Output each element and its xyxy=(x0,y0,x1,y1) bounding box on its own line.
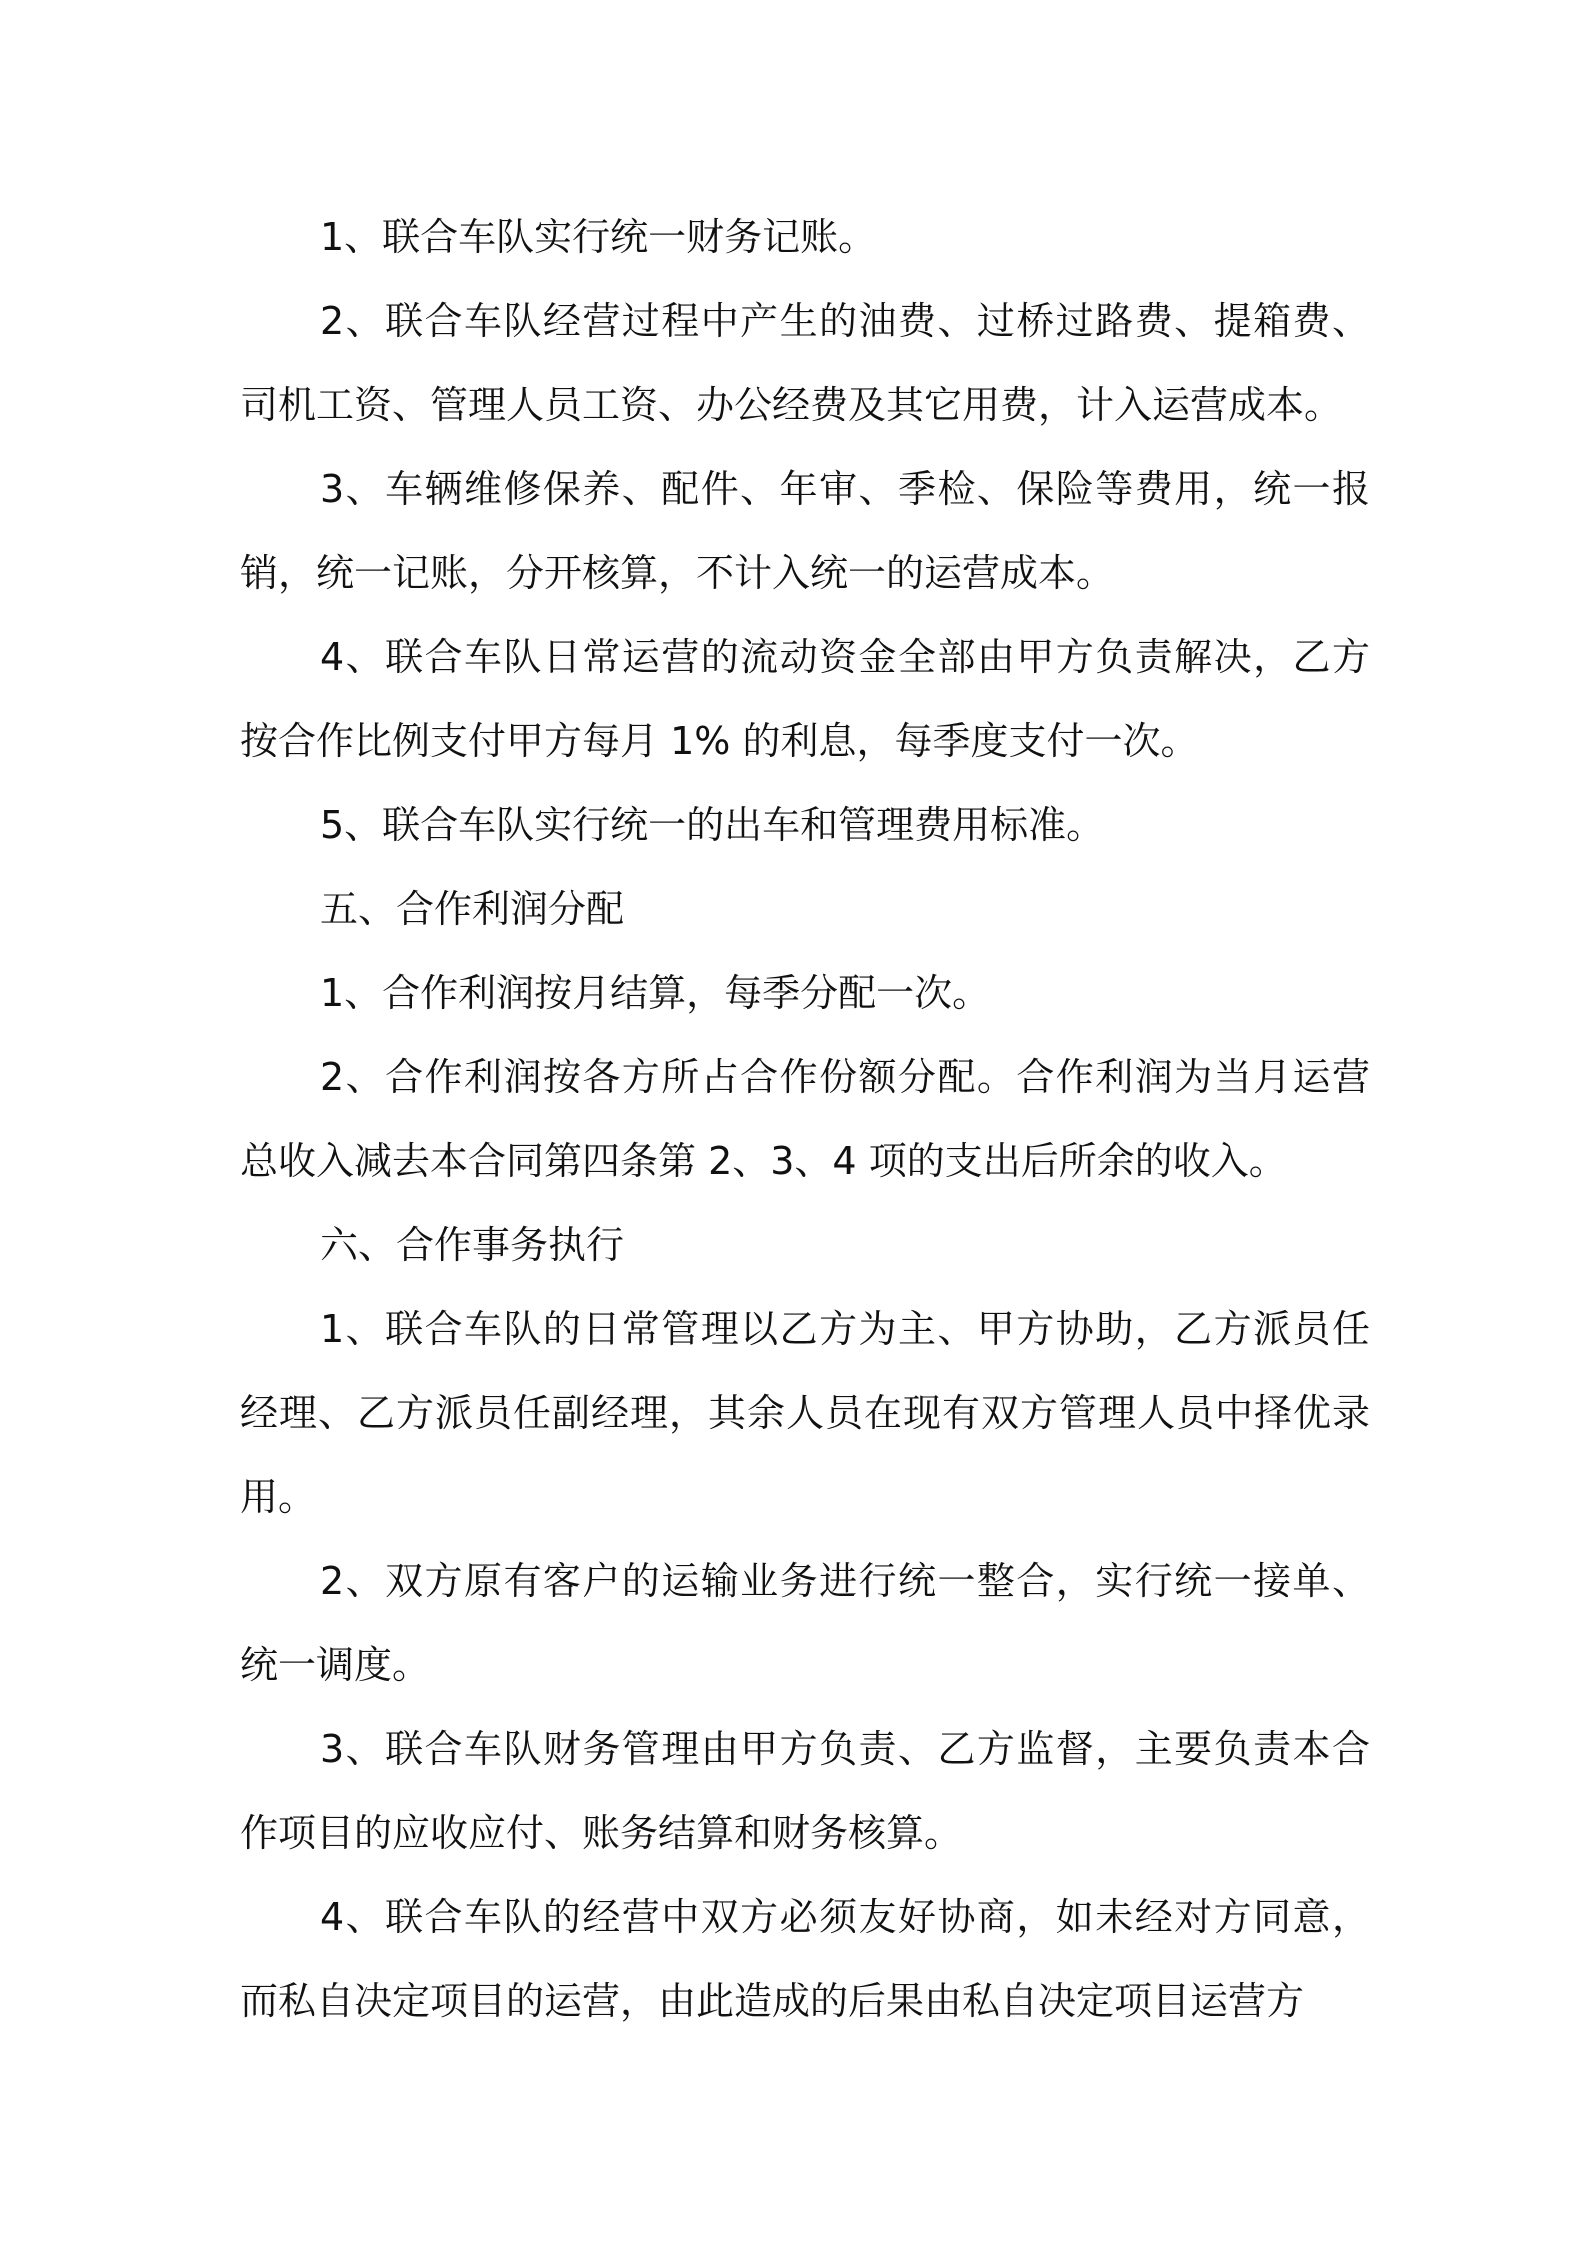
document-body xyxy=(240,195,1370,2043)
clause-paragraph: 5、联合车队实行统一的出车和管理费用标准。 xyxy=(320,803,1105,847)
clause-paragraph: 3、车辆维修保养、配件、年审、季检、保险等费用，统一报销，统一记账，分开核算，不计入统一的运营成本。 xyxy=(240,467,1370,595)
clause-paragraph: 1、合作利润按月结算，每季分配一次。 xyxy=(320,971,991,1015)
section-heading: 六、合作事务执行 xyxy=(320,1223,625,1267)
clause-paragraph: 2、联合车队经营过程中产生的油费、过桥过路费、提箱费、司机工资、管理人员工资、办公经费及其它用费，计入运营成本。 xyxy=(240,299,1370,427)
clause-paragraph: 1、联合车队的日常管理以乙方为主、甲方协助，乙方派员任经理、乙方派员任副经理，其余人员在现有双方管理人员中择优录用。 xyxy=(240,1307,1370,1519)
clause-paragraph: 3、联合车队财务管理由甲方负责、乙方监督，主要负责本合作项目的应收应付、账务结算和财务核算。 xyxy=(240,1727,1370,1855)
section-heading: 五、合作利润分配 xyxy=(320,887,625,931)
clause-paragraph: 2、双方原有客户的运输业务进行统一整合，实行统一接单、统一调度。 xyxy=(240,1559,1370,1687)
clause-paragraph: 4、联合车队日常运营的流动资金全部由甲方负责解决，乙方按合作比例支付甲方每月 1% 的利息，每季度支付一次。 xyxy=(240,635,1370,763)
clause-paragraph: 2、合作利润按各方所占合作份额分配。合作利润为当月运营总收入减去本合同第四条第 2、3、4 项的支出后所余的收入。 xyxy=(240,1055,1370,1183)
clause-paragraph: 4、联合车队的经营中双方必须友好协商，如未经对方同意，而私自决定项目的运营，由此造成的后果由私自决定项目运营方 xyxy=(240,1895,1370,2023)
clause-paragraph: 1、联合车队实行统一财务记账。 xyxy=(320,215,877,259)
